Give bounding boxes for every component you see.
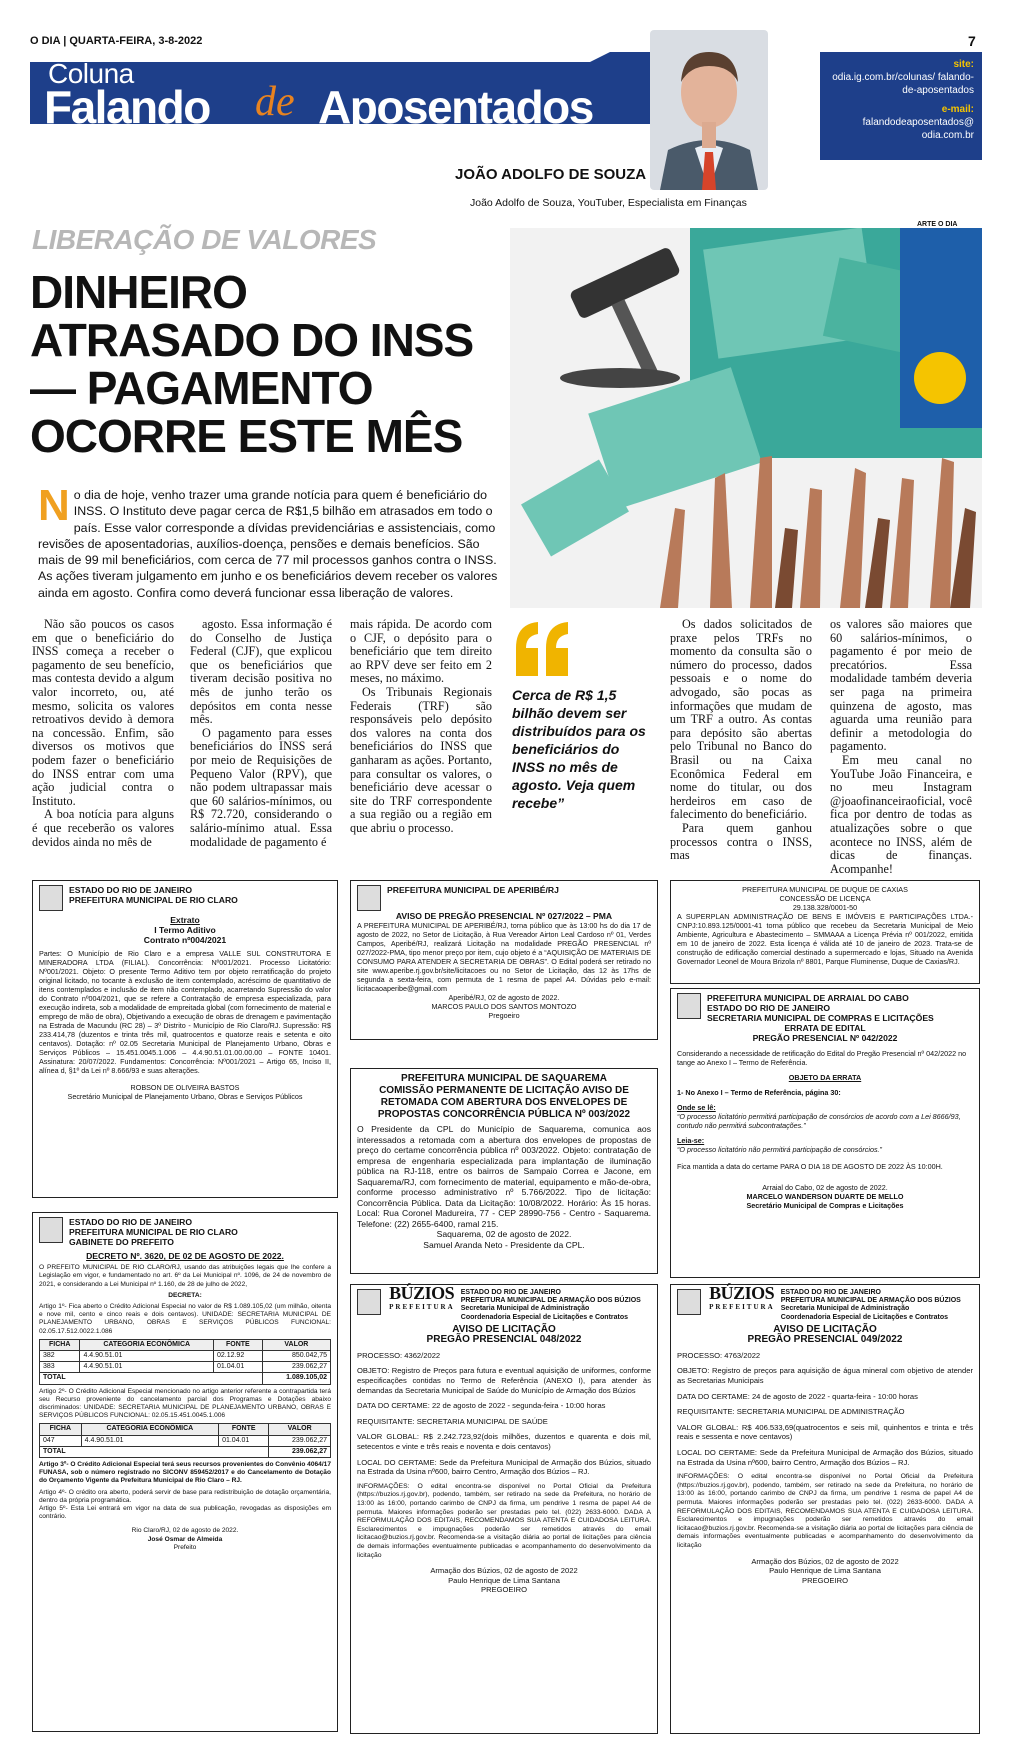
table-header: FONTE (219, 1424, 269, 1435)
article-lead (38, 481, 498, 601)
notice-aperibe (350, 880, 658, 1040)
notice-date: Armação dos Búzios, 02 de agosto de 2022 (751, 1556, 899, 1566)
notice-text: Fica mantida a data do certame PARA O DIA 18 DE AGOSTO DE 2022 ÀS 10:00H. (677, 1162, 943, 1171)
signature-role: PREGOEIRO (481, 1585, 527, 1595)
email-address[interactable]: falandodeaposentados@ odia.com.br (862, 117, 974, 141)
notice-heading: PREFEITURA MUNICIPAL DE RIO CLARO (69, 895, 238, 905)
notice-arraial (670, 988, 980, 1278)
notice-subtitle: PREGÃO PRESENCIAL Nº 042/2022 (752, 1033, 898, 1043)
notice-rioclaro-extrato (32, 880, 338, 1198)
pull-quote: Cerca de R$ 1,5 bilhão devem ser distribuídos para os beneficiários do INSS no mês de agosto. Veja quem recebe” (512, 687, 646, 811)
notice-date: Armação dos Búzios, 02 de agosto de 2022 (430, 1566, 578, 1576)
author-portrait (650, 30, 768, 190)
notice-text: Artigo 3º- O Crédito Adicional Especial terá seus recursos provenientes do Convênio 4064/17 FUNASA, sob o número registrado no SICONV 859452/2017 e do Cancelamento de Dotação do Orçamento Vigente da Prefeitura Municipal de Rio Claro – RJ. (39, 1461, 332, 1485)
table-cell: 02.12.92 (213, 1351, 262, 1362)
table-header: FICHA (40, 1339, 80, 1350)
notice-body: Partes: O Município de Rio Claro e a empresa VALLE SUL CONSTRUTORA E MINERADORA LTDA (FILIAL). Concorrência: Nº001/2021. Processo Licitatório: Nº001/2021. Objeto: O presente Termo Aditivo tem por objeto rerratificação do projeto original licitado, no tocante à exclusão de item contemplado, acréscimo de quantitativo de itens contemplados e inclusão de item não contemplado, acarretando Supressão do valor do Contrato nº004/2021, que se refere a Contratação de empresa especializada, para execução indireta, sob a modalidade de empreitada global (com fornecimento de material e emprego de mão de obra), Objetivando a execução de obras de drenagem e pavimentação na Estrada de Macundu (RC 28) – 3º Distrito - Município de Rio Claro/RJ. Supressão: R$ 233.414,78 (duzentos e trinta três mil, quatrocentos e quatorze reais e setenta e oito centavos). Dotação: nº 02.05 Secretaria Municipal de Planejamento Urbano, Obras e Serviços Públicos – 15.451.0045.1.006 – 4.4.90.51.01.00.00.00 – FONTE 10401. Assinatura: 20/07/2022. Fundamentos: Concorrência: Nº001/2021 – Artigo 65, Inciso II, alínea d, §1º da Lei nº 8.666/93 e suas alterações. (39, 949, 331, 1075)
signature-role: PREGOEIRO (802, 1575, 848, 1585)
notice-heading: ESTADO DO RIO DE JANEIRO (69, 885, 193, 895)
signature-role: Secretário Municipal de Compras e Licitações (746, 1201, 904, 1210)
notice-heading: 29.138.328/0001-50 (792, 903, 858, 912)
article-column-6 (830, 618, 972, 876)
notice-heading: PREFEITURA MUNICIPAL DE ARMAÇÃO DOS BÚZIOS (460, 1297, 641, 1305)
article-kicker: LIBERAÇÃO DE VALORES (32, 224, 377, 255)
notice-heading: ESTADO DO RIO DE JANEIRO (460, 1289, 561, 1296)
notice-title: ERRATA DE EDITAL (784, 1023, 866, 1033)
column-title-part2: Aposentados (318, 81, 593, 133)
notice-caxias (670, 880, 980, 984)
signature-role: Pregoeiro (488, 1011, 520, 1020)
column-title-part1: Falando (44, 81, 210, 133)
paragraph: agosto. Essa informação é do Conselho de Justiça Federal (CJF), que explicou que os beneficiários que tiveram decisão positiva no mês de junho terão os depósitos em conta nesse mês. (190, 617, 332, 727)
table-cell: 239.062,27 (269, 1435, 331, 1446)
table-cell: 047 (40, 1435, 82, 1446)
table-header: CATEGORIA ECONÔMICA (80, 1339, 214, 1350)
table-cell: TOTAL (40, 1446, 269, 1457)
notice-text: VALOR GLOBAL: R$ 406.533,69(quatrocentos e seis mil, quinhentos e trinta e três reais e sessenta e nove centavos) (677, 1422, 973, 1442)
lead-text: o dia de hoje, venho trazer uma grande notícia para quem é beneficiário do INSS. O Instituto deve pagar cerca de R$1,5 bilhão em atrasados em todo o país. Esse valor corresponde a dívidas previdenciárias e assistenciais, como revisões de aposentadorias, auxílios-doença, pensões e demais benefícios. São mais de 99 mil beneficiários, com cerca de 77 mil processos ganhos contra o INSS. As ações tiveram julgamento em junho e os beneficiários devem receber os valores ainda em agosto. Confira como deverá funcionar essa liberação de valores. (38, 488, 498, 600)
quote-icon (512, 618, 572, 678)
notice-heading: Secretaria Municipal de Administração (460, 1305, 590, 1313)
coat-of-arms-icon (357, 885, 381, 911)
notice-date: Aperibé/RJ, 02 de agosto de 2022. (448, 993, 560, 1002)
table-header: CATEGORIA ECONÔMICA (81, 1424, 218, 1435)
notice-text: REQUISITANTE: SECRETARIA MUNICIPAL DE ADMINISTRAÇÃO (677, 1407, 905, 1417)
notice-body: A PREFEITURA MUNICIPAL DE APERIBÉ/RJ, torna público que às 13:00 hs do dia 17 de agosto de 2022, no Setor de Licitação, à Rua Vereador Airton Leal Cardoso nº 01, Verdes Campos, Aperibé/RJ, realizará Licitação na modalidade PREGÃO PRESENCIAL nº 027/2022-PMA, tipo menor preço por item, cujo objeto é a “AQUISIÇÃO DE MATERIAIS DE CONSUMO PARA ATENDER A SECRETARIA DE OBRAS”. O Edital poderá ser retirado no site www.aperibe.rj.gov.br/site/licitacoes ou no Setor de Licitação, das 12 às 17hs de segunda a sexta-feira, com permuta de 1 resma de papel A4. Dúvidas pelo e-mail: licitacaoaperibe@gmail.com (357, 921, 651, 993)
article-column-5 (670, 618, 812, 863)
table-cell: 850.042,75 (262, 1351, 330, 1362)
notice-text: Leia-se: (677, 1136, 705, 1145)
buzios-logo: BÚZIOS (389, 1283, 455, 1303)
notice-text: 1- No Anexo I – Termo de Referência, página 30: (677, 1088, 841, 1097)
table-total-row (40, 1373, 331, 1384)
notice-heading: GABINETE DO PREFEITO (69, 1237, 174, 1247)
notice-rioclaro-decreto (32, 1212, 338, 1732)
table-row (40, 1362, 331, 1373)
table-cell: 01.04.01 (213, 1362, 262, 1373)
notice-buzios-048 (350, 1284, 658, 1734)
notice-title: AVISO DE LICITAÇÃO (452, 1323, 556, 1335)
table-total-row (40, 1446, 331, 1457)
notice-heading: ESTADO DO RIO DE JANEIRO (707, 1003, 831, 1013)
art-credit: ARTE O DIA (917, 221, 958, 228)
notice-heading: SECRETARIA MUNICIPAL DE COMPRAS E LICITAÇÕES (707, 1013, 934, 1023)
signature-name: Paulo Henrique de Lima Santana (448, 1575, 560, 1585)
author-name: JOÃO ADOLFO DE SOUZA (455, 166, 647, 183)
table-cell: 4.4.90.51.01 (80, 1362, 214, 1373)
signature-role: Secretário Municipal de Planejamento Urbano, Obras e Serviços Públicos (67, 1092, 303, 1101)
article-column-1 (32, 618, 174, 849)
notice-text: Artigo 5º- Esta Lei entrará em vigor na data de sua publicação, revogadas as disposições em contrário. (39, 1505, 331, 1521)
article-column-3 (350, 618, 492, 836)
notice-text: OBJETO: Registro de Preços para futura e eventual aquisição de uniformes, conforme especificações contidas no Termo de Referência (ANEXO I), para atender às demandas da Secretaria Municipal de Saúde do Município de Armação dos Búzios (357, 1366, 651, 1395)
paragraph: A boa notícia para alguns é que receberão os valores devidos ainda no mês de (32, 807, 174, 849)
paragraph: os valores são maiores que 60 salários-mínimos, o pagamento é por meio de precatórios. Essa modalidade também deveria ser paga na primeira quinzena de agosto, mas aguarda uma reunião para definir a metodologia do pagamento. (830, 617, 972, 754)
notice-text: LOCAL DO CERTAME: Sede da Prefeitura Municipal de Armação dos Búzios, situado na Estrada da Usina nº600, bairro Centro, Armação dos Búzios – RJ. (357, 1457, 651, 1477)
notice-text: DATA DO CERTAME: 22 de agosto de 2022 - segunda-feira - 10:00 horas (357, 1401, 606, 1411)
notice-text: DECRETA: (168, 1291, 202, 1299)
notice-text: PROCESSO: 4763/2022 (677, 1350, 761, 1360)
coat-of-arms-icon (677, 1289, 701, 1315)
table-cell: 239.062,27 (269, 1446, 331, 1457)
notice-body: O Presidente da CPL do Município de Saquarema, comunica aos interessados a retomada com a abertura dos envelopes de propostas de preço do certame concorrência pública nº 003/2022. Objeto: contratação de empresa de engenharia especializada para implantação de iluminação pública na RJ-118, entre os bairros de Sampaio Correa e Jacone, em Saquarema/RJ, com fornecimento de material, equipamento e mão-de-obra, conforme processo administrativo nº 5.766/2022. Tipo de licitação: Concorrência Pública. Data da Licitação: 10/08/2022. Horário: Às 15 horas. Local: Rua Coronel Madureira, 77 - CEP 28990-756 - Centro - Saquarema. Telefone: (22) 2655-6400, ramal 215. (357, 1124, 651, 1229)
notice-saquarema (350, 1068, 658, 1274)
notice-title: Extrato (170, 915, 200, 925)
drop-cap: N (38, 481, 70, 530)
author-description: João Adolfo de Souza, YouTuber, Especialista em Finanças (470, 197, 747, 209)
signature-name: MARCOS PAULO DOS SANTOS MONTOZO (431, 1002, 577, 1011)
table-cell: 383 (40, 1362, 80, 1373)
notice-text: Artigo 4º- O crédito ora aberto, poderá servir de base para redistribuição de dotação orçamentária, dentro da própria programática. (39, 1488, 331, 1504)
page-number: 7 (968, 33, 976, 49)
notice-subtitle: PREGÃO PRESENCIAL 048/2022 (426, 1333, 582, 1345)
notice-text: “O processo licitatório permitirá participação de consórcios de acordo com a Lei 8666/93, contudo não permitirá subcontratações.” (677, 1112, 961, 1130)
table-row (40, 1351, 331, 1362)
notice-buzios-049 (670, 1284, 980, 1734)
paragraph: Os dados solicitados de praxe pelos TRFs no momento da consulta são o número do processo, dados pessoais e o nome do advogado, são pocas as informações que mudam de um TRF a outro. As contas para depósito são abertas pelo Tribunal no Banco do Brasil ou na Caixa Econômica Federal em nome do titular, ou dos herdeiros em caso de falecimento do beneficiário. (670, 617, 812, 822)
notice-text: Onde se lê: (677, 1103, 716, 1112)
notice-subtitle: PREGÃO PRESENCIAL 049/2022 (747, 1333, 903, 1345)
coat-of-arms-icon (357, 1289, 381, 1315)
table-cell: 01.04.01 (219, 1435, 269, 1446)
table-cell: TOTAL (40, 1373, 263, 1384)
article-headline: DINHEIRO ATRASADO DO INSS — PAGAMENTO OCORRE ESTE MÊS (30, 266, 474, 462)
notice-text: OBJETO DA ERRATA (788, 1073, 862, 1082)
notice-text: Considerando a necessidade de retificação do Edital do Pregão Presencial nº 042/2022 no tange ao Anexo I – Termo de Referência. (677, 1049, 967, 1067)
notice-text: PROCESSO: 4362/2022 (357, 1350, 441, 1360)
paragraph: Não são poucos os casos em que o beneficiário do INSS começa a receber o pagamento de seu benefício, mas contesta devido a algum valor incorreto, ou, até mesmo, solicita os valores retroativos devido à demora na concessão. Enfim, são diversos os motivos que podem fazer o beneficiário do INSS entrar com uma ação judicial contra o Instituto. (32, 617, 174, 808)
notice-heading: PREFEITURA MUNICIPAL DE APERIBÉ/RJ (387, 885, 559, 895)
notice-subtitle: Contrato nº004/2021 (143, 935, 227, 945)
notice-heading: PREFEITURA MUNICIPAL DE ARRAIAL DO CABO (707, 993, 909, 1003)
table-cell: 4.4.90.51.01 (81, 1435, 218, 1446)
site-url[interactable]: odia.ig.com.br/colunas/ falando-de-aposentados (832, 72, 974, 96)
signature-name: ROBSON DE OLIVEIRA BASTOS (130, 1083, 240, 1092)
notice-text: O PREFEITO MUNICIPAL DE RIO CLARO/RJ, usando das atribuições legais que lhe confere a Legislação em vigor, e fundamentado no art. 6º da Lei Municipal nº. 1096, de 24 de novembro de 2021, e considerando a Lei Municipal nº 1.160, de 28 de julho de 2022, (39, 1264, 331, 1288)
notice-heading: Coordenadoria Especial de Licitações e Contratos (460, 1313, 629, 1321)
notice-heading: Coordenadoria Especial de Licitações e Contratos (780, 1313, 949, 1321)
notice-heading: PREFEITURA MUNICIPAL DE RIO CLARO (69, 1227, 238, 1237)
article-column-2 (190, 618, 332, 849)
notice-body: A SUPERPLAN ADMINISTRAÇÃO DE BENS E IMÓVEIS E PARTICIPAÇÕES LTDA.- CNPJ:10.893.125/0001-41 torna público que recebeu da Secretaria Municipal de Meio Ambiente, Agricultura e Abastecimento – SMMAAA a Licença Prévia nº 001/2022, emitida em 10 de janeiro de 2022. Esta licença é válida até 10 de janeiro de 2023. Trata-se de construção de edificação comercial destinado a supermercado e lojas, Situado na Avenida Governador Leonel de Moura Brizola nº 8801, Parque Fluminense, Duque de Caxias/RJ. (677, 912, 973, 966)
table-cell: 1.089.105,02 (262, 1373, 330, 1384)
notice-heading: PREFEITURA MUNICIPAL DE ARMAÇÃO DOS BÚZIOS (780, 1297, 961, 1305)
signature-name: José Osmar de Almeida (147, 1535, 223, 1543)
notice-heading: PREFEITURA MUNICIPAL DE DUQUE DE CAXIAS (742, 885, 908, 894)
paragraph: mais rápida. De acordo com o CJF, o depósito para o beneficiário que tem direito ao RPV deve ser feito em 2 meses, no máximo. (350, 617, 492, 686)
paragraph: Para quem ganhou processos contra o INSS, mas (670, 820, 812, 863)
table-header: FONTE (213, 1339, 262, 1350)
table-header: VALOR (269, 1424, 331, 1435)
masthead-date: O DIA | QUARTA-FEIRA, 3-8-2022 (30, 35, 203, 47)
column-label: Coluna (48, 58, 134, 89)
table-row (40, 1435, 331, 1446)
buzios-logo-sub: PREFEITURA (709, 1302, 775, 1311)
table-header: FICHA (40, 1424, 82, 1435)
notice-heading: ESTADO DO RIO DE JANEIRO (69, 1217, 193, 1227)
notice-title: AVISO DE PREGÃO PRESENCIAL Nº 027/2022 – PMA (395, 911, 613, 921)
notice-text: DATA DO CERTAME: 24 de agosto de 2022 - quarta-feira - 10:00 horas (677, 1391, 918, 1401)
notice-heading: ESTADO DO RIO DE JANEIRO (780, 1289, 881, 1296)
notice-date: Rio Claro/RJ, 02 de agosto de 2022. (131, 1527, 239, 1535)
table-cell: 382 (40, 1351, 80, 1362)
coat-of-arms-icon (39, 885, 63, 911)
table-cell: 239.062,27 (262, 1362, 330, 1373)
notice-heading: Secretaria Municipal de Administração (780, 1305, 910, 1313)
notice-title: AVISO DE LICITAÇÃO (773, 1323, 877, 1335)
signature-name: Paulo Henrique de Lima Santana (769, 1566, 881, 1576)
notice-title: COMISSÃO PERMANENTE DE LICITAÇÃO AVISO DE RETOMADA COM ABERTURA DOS ENVELOPES DE PROPOSTAS CONCORRÊNCIA PÚBLICA Nº 003/2022 (377, 1085, 631, 1120)
buzios-logo-sub: PREFEITURA (389, 1302, 455, 1311)
notice-text: Artigo 1º- Fica aberto o Crédito Adicional Especial no valor de R$ 1.089.105,02 (um milhão, oitenta e nove mil, cento e cinco reais e dois centavos). UNIDADE: SECRETARIA MUNICIPAL DE PLANEJAMENTO URBANO, OBRAS E SERVIÇOS PÚBLICOS FUNCIONAL: 02.05.17.512.0022.1.086 (39, 1303, 331, 1335)
notice-heading: PREFEITURA MUNICIPAL DE SAQUAREMA (401, 1073, 607, 1084)
notice-date: Arraial do Cabo, 02 de agosto de 2022. (762, 1183, 888, 1192)
budget-table (39, 1339, 331, 1385)
notice-text: INFORMAÇÕES: O edital encontra-se disponível no Portal Oficial da Prefeitura (https://buzios.rj.gov.br), podendo, também, ser retirado na sede da Prefeitura, no horário de 13:00 às 16:00, portando carimbo de CNPJ da firma, um pendrive 1 resma de papel A4 de permuta. Maiores informações poderão ser prestadas pelo tel. (022) 2633-6000. DADA A REFORMULAÇÃO DOS EDITAIS, RECOMENDAMOS SUA ATENTA E CUIDADOSA LEITURA. Esclarecimentos e impugnações poderão ser remetidos através do email licitacao@buzios.rj.gov.br. Recomenda-se a visitação diária ao portal de licitações para ciência de demais informações eventualmente publicadas e acompanhamento do desenvolvimento da licitação (677, 1473, 973, 1549)
contact-box (820, 52, 982, 160)
email-label: e-mail: (941, 104, 974, 115)
paragraph: O pagamento para esses beneficiários do INSS será por meio de Requisições de Pequeno Valor (RPV), que não podem ultrapassar mais que 60 salários-mínimos, ou R$ 72.720, considerando o salário-mínimo atual. Essa modalidade de pagamento é (190, 725, 332, 849)
notice-title: DECRETO Nº. 3620, DE 02 DE AGOSTO DE 2022. (86, 1251, 284, 1262)
notice-text: “O processo licitatório não permitirá participação de consórcios.” (677, 1145, 882, 1154)
paragraph: Em meu canal no YouTube João Financeira, e no meu Instagram @joaofinanceiraoficial, você fica por dentro de todas as atualizações sobre o que acontece no INSS, além de dicas de finanças. Acompanhe! (830, 752, 972, 876)
buzios-logo: BÚZIOS (709, 1283, 775, 1303)
notice-text: Artigo 2º- O Crédito Adicional Especial mencionado no artigo anterior referente a contrapartida terá seu Recurso proveniente do cancelamento parcial dos Programas e Dotações abaixo discriminados: UNIDADE: SECRETARIA MUNICIPAL DE PLANEJAMENTO URBANO, OBRAS E SERVIÇOS PÚBLICOS FUNCIONAL: 02.05.15.451.0045.1.006 (39, 1387, 331, 1420)
notice-text: LOCAL DO CERTAME: Sede da Prefeitura Municipal de Armação dos Búzios, situado na Estrada da Usina nº600, bairro Centro, Armação dos Búzios – RJ. (677, 1447, 973, 1467)
site-label: site: (953, 59, 974, 70)
table-header: VALOR (262, 1339, 330, 1350)
notice-subtitle: I Termo Aditivo (154, 925, 216, 935)
notice-text: OBJETO: Registro de preços para aquisição de água mineral com objetivo de atender as Secretarias Municipais (677, 1366, 973, 1385)
budget-table (39, 1423, 331, 1458)
notice-heading: CONCESSÃO DE LICENÇA (779, 894, 871, 903)
coat-of-arms-icon (39, 1217, 63, 1243)
column-title-de: de (255, 79, 295, 125)
notice-text: VALOR GLOBAL: R$ 2.242.723,92(dois milhões, duzentos e quarenta e dois mil, setecentos e vinte e três reais e noventa e dois centavos) (357, 1432, 651, 1451)
notice-text: INFORMAÇÕES: O edital encontra-se disponível no Portal Oficial da Prefeitura (https://buzios.rj.gov.br), podendo, também, ser retirado na sede da Prefeitura, no horário de 13:00 às 16:00, portando carimbo de CNPJ da firma, um pendrive 1 resma de papel A4 de permuta. Maiores informações poderão ser prestadas pelo tel. (022) 2633-6000. DADA A REFORMULAÇÃO DOS EDITAIS, RECOMENDAMOS SUA ATENTA E CUIDADOSA LEITURA. Esclarecimentos e impugnações poderão ser remetidos através do email licitacao@buzios.rj.gov.br. Recomenda-se a visitação diária ao portal de licitações para ciência de demais informações eventualmente publicadas e acompanhamento do desenvolvimento da licitação (357, 1482, 651, 1559)
notice-text: REQUISITANTE: SECRETARIA MUNICIPAL DE SAÚDE (357, 1416, 548, 1426)
article-illustration (510, 228, 982, 608)
coat-of-arms-icon (677, 993, 701, 1019)
signature-name: Samuel Aranda Neto - Presidente da CPL. (423, 1239, 585, 1250)
signature-name: MARCELO WANDERSON DUARTE DE MELLO (746, 1192, 904, 1201)
notice-date: Saquarema, 02 de agosto de 2022. (436, 1229, 572, 1239)
signature-role: Prefeito (173, 1543, 197, 1551)
paragraph: Os Tribunais Regionais Federais (TRF) são responsáveis pelo depósito dos valores na conta dos beneficiários do INSS que ganharam as ações. Portanto, para consultar os valores, o beneficiário deve acessar o site do TRF correspondente a sua região ou a região em que abriu o processo. (350, 684, 492, 835)
table-cell: 4.4.90.51.01 (80, 1351, 214, 1362)
